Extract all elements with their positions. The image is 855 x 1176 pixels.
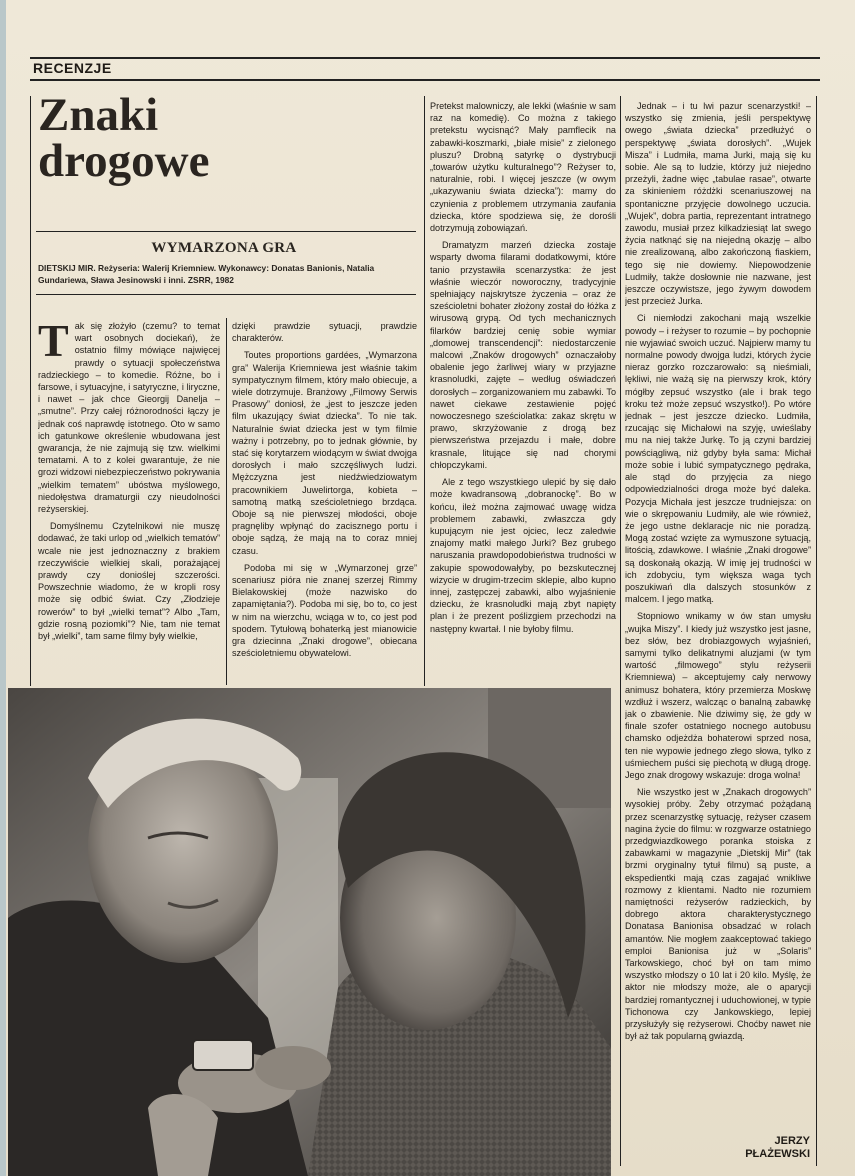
film-still-illustration: [8, 688, 611, 1176]
author-first-name: JERZY: [774, 1135, 810, 1147]
paragraph: Ale z tego wszystkiego ulepić by się dało może kwadransową „dobranockę”. Bo w końcu, ileż można zajmować uwagę widza problemem zabawki, zwłaszcza gdy kupującym nie jest ojciec, lecz zaledwie znajomy matki małego Jurki? Bez grubego naruszania prawdopodobieństwa trudności w zakupie spowodowałyby, po bezskutecznej wizycie w drugim-trzecim sklepie, albo kupno innej, zastępczej zabawki, albo wyjaśnienie dziecku, że krasnoludki mają zbyt napięty plan i że prezent poślizgiem przechodzi na następny kwartał. I nie byłoby filmu.: [430, 477, 616, 634]
column-rule-1: [226, 318, 227, 685]
paragraph: Podoba mi się w „Wymarzonej grze” scenariusz pióra nie znanej szerzej Rimmy Bielakowskiej (może nazwisko do zapamiętania?). Podoba mi się, bo to, co jest w nim na wierzchu, wciąga w to, co jest pod spodem. Tytułową bohaterką jest mianowicie gra dziecinna „Znaki drogowe”, obiecana sześcioletniemu obywatelowi.: [232, 562, 417, 659]
film-credits: DIETSKIJ MIR. Reżyseria: Walerij Kriemniew. Wykonawcy: Donatas Banionis, Natalia Gundariewa, Sława Jesinowski i inni. ZSRR, 1982: [38, 263, 375, 285]
title-line-2: drogowe: [38, 135, 210, 187]
section-rule: [30, 79, 820, 81]
paragraph: Stopniowo wnikamy w ów stan umysłu „wujka Miszy”. I kiedy już wszystko jest jasne, bez słów, bez drobiazgowych wyjaśnień, samymi tylko delikatnymi aluzjami (w tym wartość „filmowego” stylu reżyserii Kriemniewa) – akceptujemy cały nerwowy animusz bohatera, który przemierza Moskwę wzdłuż i wszerz, walcząc o banalną zabawkę jak o zbawienie. Nie dziwimy się, że gdy w finale szofer ostatniego nocnego autobusu chamsko odjeżdża bohaterowi sprzed nosa, ten nie wypowie jednego złego słowa, tylko z uśmiechem puści się piechotą w długą drogę. Jego znak drogowy wskazuje: droga wolna!: [625, 611, 811, 780]
page-edge: [0, 0, 6, 1176]
top-rule: [30, 57, 820, 59]
text-column-1: [38, 320, 220, 685]
text-column-2: [232, 320, 417, 685]
article-title: [38, 89, 408, 187]
subtitle-rule-top: [36, 231, 416, 232]
section-label: RECENZJE: [33, 60, 112, 76]
paragraph: Domyślnemu Czytelnikowi nie muszę dodawać, że taki urlop od „wielkich tematów” wcale nie jest jednoznaczny z brakiem rzeczywiście wielkiej skali, porażającej prawdy czy donioślej szczerości. Powszechnie wiadomo, że w kropli rosy może się odbić świat. Czy „Złodzieje rowerów” to był „wielki temat”? Albo „Tam, gdzie rosną poziomki”? Nie, tam nie temat był „wielki”, tam same filmy były wielkie,: [38, 521, 220, 642]
title-line-1: Znaki: [38, 89, 159, 141]
column-rule-3: [620, 96, 621, 1166]
paragraph: dzięki prawdzie sytuacji, prawdzie charakterów.: [232, 321, 417, 344]
paragraph: Toutes proportions gardées, „Wymarzona gra” Walerija Kriemniewa jest właśnie takim sympatycznym filmem, który mało obiecuje, a wiele dotrzymuje. Branżowy „Filmowy Serwis Prasowy” doniosł, że „jest to jeszcze jeden film ukazujący świat dziecka”. To nie tak. Naturalnie świat dziecka jest w tym filmie ważny i potrzebny, po to jednak głównie, by stać się korytarzem wiodącym w świat dwojga dorosłych i mało szczęśliwych ludzi. Mężczyzna jest niedźwiedziowatym pracownikiem Juwelirtorga, kobieta – samotną matką sześcioletniego brzdąca. Oboje są nie pierwszej młodości, oboje pragnęliby wpłynąć do zacisznego portu i oboje sądzą, że mają na to coraz mniej czasu.: [232, 350, 417, 556]
author-byline: [700, 1135, 810, 1161]
paragraph: Pretekst malowniczy, ale lekki (właśnie w sam raz na komedię). Co można z takiego pretekstu wycisnąć? Mały pamflecik na zabawki-koszmarki, „białe misie” z zielonego pluszu? Drobną satyrkę o dystrybucji „towarów użytku kulturalnego”? Reżyser to, naturalnie, robi. I więcej jeszcze (w owym „ukazywaniu świata dziecka”): mamy do czynienia z problemem utrzymania zaufania dziecka, które spodziewa się, że dorośli dotrzymują zobowiązań.: [430, 101, 616, 234]
paragraph: Dramatyzm marzeń dziecka zostaje wsparty dwoma filarami dodatkowymi, które tanio przystawiła scenarzystka: że jest właśnie wieczór noworoczny, tradycyjnie spełniający najskrytsze życzenia – oraz że sześcioletni bohater złożony został do łóżka z wirusową grypą. Od tych mechanicznych filarków bardziej cenię sobie wymiar „domowej transcendencji”: niedostarczenie malcowi „Znaków drogowych” oznaczałoby obalenie jego żarliwej wiary w przyjazne krasnoludki, zajęte – według oświadczeń dorosłych – zorganizowaniem mu zabawki. To nawet ciekawe zestawienie pojęć nowoczesnego sześciolatka: zakaz skrętu w prawo, skrzyżowanie z drogą bez pierwszeństwa przejazdu i małe, dobre krasnale, litujące się nad chorymi chłopczykami.: [430, 240, 616, 470]
paragraph: Jednak – i tu lwi pazur scenarzystki! – wszystko się zmienia, jeśli perspektywę owego „świata dziecka” przedłużyć o perspektywę „świata dorosłych”. „Wujek Misza” i Ludmiła, mama Jurki, mają się ku sobie. Ale są to ludzie, którzy już niejedno przeżyli, żadne więc „tabulae rasae”, otwarte za skinieniem różdżki scenariuszowej na spontaniczne przyjęcie dowolnego uczucia. „Wujek”, dobra partia, reprezentant intratnego zawodu, musiał przez kilkadziesiąt lat swego życia natknąć się na niejedną okazję – albo nie zrealizowaną, albo zakończoną fiaskiem, tego się nie dowiemy. Niepowodzenie Ludmiły, także dosłownie nie nazwane, jest jeszcze oczywistsze, jego żywym dowodem jest przecież Jurka.: [625, 101, 811, 307]
film-still-photo: [8, 688, 611, 1176]
credits-rule: [36, 294, 416, 295]
article-subtitle: WYMARZONA GRA: [151, 240, 297, 256]
paragraph: ak się złożyło (czemu? to temat wart osobnych dociekań), że ostatnio filmy mówiące najwięcej prawdy o sytuacji społeczeństwa radzieckiego – to komedie. Różne, bo i farsowe, i sytuacyjne, i satyryczne, i liryczne, i nawet – jak chce Gieorgij Danelja – „smutne”. Przy całej różnorodności łączy je jednak coś naprawdę istotnego. Oto w samo ich gatunkowe określenie wbudowana jest gwarancja, że nie zajmują się tzw. wielkimi tematami. A to z kolei gwarantuje, że nie grozi widzowi niebezpieczeństwo pokrywania „wielkim tematem” ubóstwa myślowego, niedołęstwa dramaturgii czy nieudolności reżyserskiej.: [38, 321, 220, 515]
column-rule-left: [30, 96, 31, 686]
paragraph: Ci niemłodzi zakochani mają wszelkie powody – i reżyser to rozumie – by pochopnie nie wyjawiać swoich uczuć. Najpierw mamy tu normalne powody dwojga ludzi, których życie nieraz gorzko rozczarowało: są nieśmiali, lękliwi, nie ważą się na pierwszy krok, który mógłby zepsuć wszystko (ale i brak tego kroku też może zepsuć wszystko!). Po wtóre jednak – jest jeszcze dziecko. Ludmiła, rzucając się Michałowi na szyję, uwieślaby mu na niej także Jurkę. To ją czyni bardziej powściągliwą, niż gdyby była sama: Michał może sobie i lubić sympatycznego pędraka, ale stąd do przyjęcia za niego odpowiedzialności droga może być daleka. Pozycja Michała jest jeszcze trudniejsza: on wie o skrępowaniu Ludmiły, ale wie również, że jego ustne deklaracje nic nie poradzą. Mogą zostać wzięte za wymuszone sytuacją, litością, zdawkowe. I właśnie „Znaki drogowe” są doskonałą okazją. W imię jej trudności w ich zdobyciu, tym większa waga tych poszukiwań dla dalszych stosunków z malcem. I jego matką.: [625, 313, 811, 605]
text-column-3: [430, 100, 616, 685]
paragraph: Nie wszystko jest w „Znakach drogowych” wysokiej próby. Żeby otrzymać pożądaną przez scenarzystkę sytuację, reżyser czasem nagina życie do filmu: w rozgwarze ostatniego przedgwiazdkowego poranka stoiska z zabawkami w magazynie „Dietskij Mir” (tak brzmi oryginalny tytuł filmu) są puste, a ekspedientki mają czas zagajać wnikliwe rozmowy z klientami. Nadto nie rozumiem namiętności reżyserów radzieckich, by dobrego aktora charakterystycznego Donatasa Banionisa obsadzać w rolach amantów. Nie mogłem zaakceptować takiego emploi Banionisa już w „Solaris” Tarkowskiego, choć był on tam mimo wszystko młodszy o 10 lat i 20 kilo. Myślę, że aktor nie młodszy może, ale o aparycji bardziej romantycznej i uduchowionej, w typie Tichonowa czy Jankowskiego, lepiej przysłużyły się reżyserowi. Choćby nawet nie był aż tak popularną gwiazdą.: [625, 787, 811, 1042]
text-column-4: [625, 100, 811, 1130]
column-rule-2: [424, 96, 425, 686]
column-rule-right: [816, 96, 817, 1166]
drop-cap: T: [38, 320, 69, 366]
author-last-name: PŁAŻEWSKI: [745, 1148, 810, 1160]
